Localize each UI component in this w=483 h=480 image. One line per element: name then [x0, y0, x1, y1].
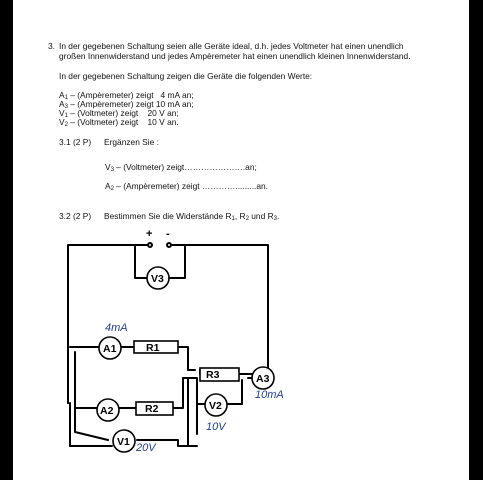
label-r2: R2 — [145, 403, 159, 415]
worksheet-page — [13, 0, 469, 480]
values-intro: In der gegebenen Schaltung zeigen die Geräte die folgenden Werte: — [59, 71, 313, 81]
value-line-v2: $V_2$ – (Voltmeter) zeigt 10 V an. — [59, 117, 179, 128]
right-black-border — [469, 0, 483, 480]
value-line-a1: $A_1$ – (Ampèremeter) zeigt 4 mA an; — [59, 90, 194, 101]
q31-line-a2: $A_2$ – (Ampèremeter) zeigt ………….........an. — [105, 181, 268, 192]
q31-prompt: Ergänzen Sie : — [104, 137, 159, 147]
label-v1: V1 — [117, 436, 130, 448]
q32-prompt: Bestimmen Sie die Widerstände $R_1$, $R_2$ und $R_3$. — [104, 211, 280, 222]
label-r3: R3 — [206, 369, 220, 381]
label-v2: V2 — [209, 400, 222, 412]
battery-minus: - — [166, 228, 170, 240]
task-number: 3. — [48, 41, 55, 51]
task-intro-line2: großen Innenwiderstand und jedes Ampèremeter hat einen unendlich kleinen Innenwiderstand. — [59, 51, 411, 61]
label-a1: A1 — [103, 343, 117, 355]
note-4ma: 4mA — [105, 322, 128, 334]
battery-plus: + — [146, 228, 153, 240]
q32-label: 3.2 (2 P) — [59, 211, 92, 221]
note-10v: 10V — [206, 421, 226, 433]
task-intro-line1: In der gegebenen Schaltung seien alle Geräte ideal, d.h. jedes Voltmeter hat einen unendlich — [59, 41, 404, 51]
label-v3: V3 — [151, 273, 164, 285]
q31-line-v3: $V_3$ – (Voltmeter) zeigt………………….an; — [105, 162, 257, 173]
note-20v: 20V — [136, 442, 156, 454]
label-a2: A2 — [100, 405, 114, 417]
value-line-v1: $V_1$ – (Voltmeter) zeigt 20 V an; — [59, 108, 179, 119]
left-black-border — [0, 0, 13, 480]
value-line-a3: $A_3$ – (Ampèremeter) zeigt 10 mA an; — [59, 99, 194, 110]
label-r1: R1 — [146, 342, 160, 354]
label-a3: A3 — [256, 373, 270, 385]
circuit-diagram — [13, 0, 469, 480]
note-10ma: 10mA — [255, 389, 284, 401]
q31-label: 3.1 (2 P) — [59, 137, 92, 147]
